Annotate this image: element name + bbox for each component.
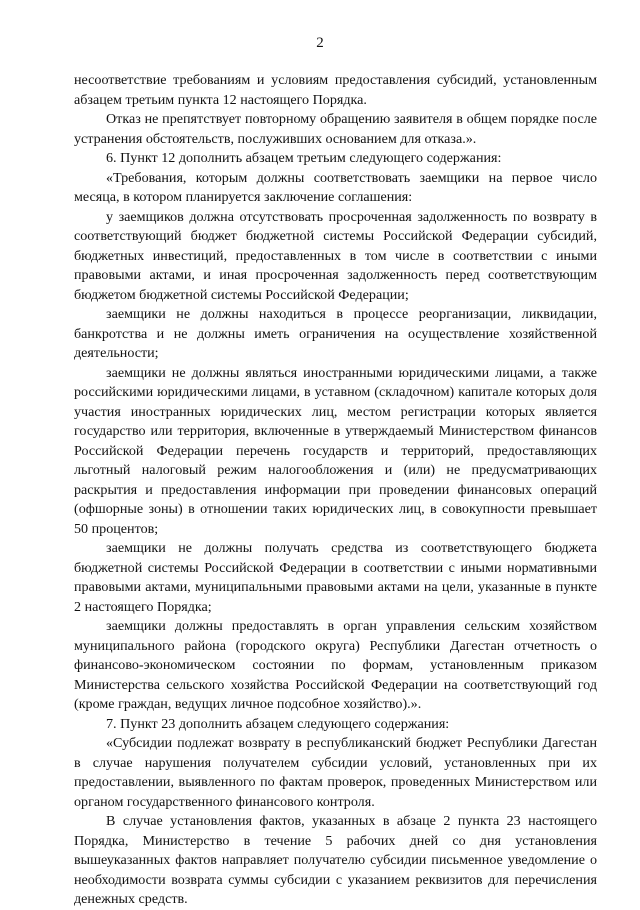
paragraph-item-7: 7. Пункт 23 дополнить абзацем следующего содержания: — [106, 715, 450, 732]
document-body — [74, 71, 597, 910]
page-number: 2 — [316, 35, 324, 51]
paragraph-refusal-note: Отказ не препятствует повторному обращению заявителя в общем порядке после устранения обстоятельств, послуживших основанием для отказа.». — [74, 111, 597, 147]
paragraph-continuation: несоответствие требованиям и условиям предоставления субсидий, установленным абзацем третьим пункта 12 настоящего Порядка. — [74, 72, 597, 108]
paragraph-requirement-budget: заемщики не должны получать средства из соответствующего бюджета бюджетной системы Российской Федерации в соответствии с иными нормативными правовыми актами, муниципальными правовыми актами на цели, указанные в пункте 2 настоящего Порядка; — [74, 540, 597, 615]
paragraph-requirement-reorganization: заемщики не должны находиться в процессе реорганизации, ликвидации, банкротства и не должны иметь ограничения на осуществление хозяйственной деятельности; — [74, 306, 597, 361]
paragraph-requirement-reporting: заемщики должны предоставлять в орган управления сельским хозяйством муниципального района (городского округа) Республики Дагестан отчетность о финансово-экономическом состоянии по формам, установленным приказом Министерства сельского хозяйства Российской Федерации на соответствующий год (кроме граждан, ведущих личное подсобное хозяйство).». — [74, 618, 597, 712]
paragraph-requirement-foreign: заемщики не должны являться иностранными юридическими лицами, а также российскими юридическими лицами, в уставном (складочном) капитале которых доля участия иностранных юридических лиц, местом регистрации которых является государство или территория, включенные в утверждаемый Министерством финансов Российской Федерации перечень государств и территорий, предоставляющих льготный налоговый режим налогообложения и (или) не предусматривающих раскрытия и предоставления информации при проведении финансовых операций (офшорные зоны) в отношении таких юридических лиц, в совокупности превышает 50 процентов; — [74, 364, 597, 537]
paragraph-item-6: 6. Пункт 12 дополнить абзацем третьим следующего содержания: — [106, 150, 502, 166]
paragraph-refund-rule: «Субсидии подлежат возврату в республиканский бюджет Республики Дагестан в случае нарушения получателем субсидии условий, установленных при их предоставлении, выявленного по фактам проверок, проведенных Министерством или органом государственного финансового контроля. — [74, 735, 597, 810]
paragraph-requirement-debt: у заемщиков должна отсутствовать просроченная задолженность по возврату в соответствующий бюджет бюджетной системы Российской Федерации субсидий, бюджетных инвестиций, предоставленных в том числе в соответствии с иными правовыми актами, и иная просроченная задолженность перед соответствующим бюджетом бюджетной системы Российской Федерации; — [74, 208, 597, 303]
paragraph-refund-notice: В случае установления фактов, указанных в абзаце 2 пункта 23 настоящего Порядка, Министерство в течение 5 рабочих дней со дня установления вышеуказанных фактов направляет получателю субсидии письменное уведомление о необходимости возврата суммы субсидии с указанием реквизитов для перечисления денежных средств. — [74, 813, 597, 907]
paragraph-requirements-intro: «Требования, которым должны соответствовать заемщики на первое число месяца, в котором планируется заключение соглашения: — [74, 169, 597, 205]
